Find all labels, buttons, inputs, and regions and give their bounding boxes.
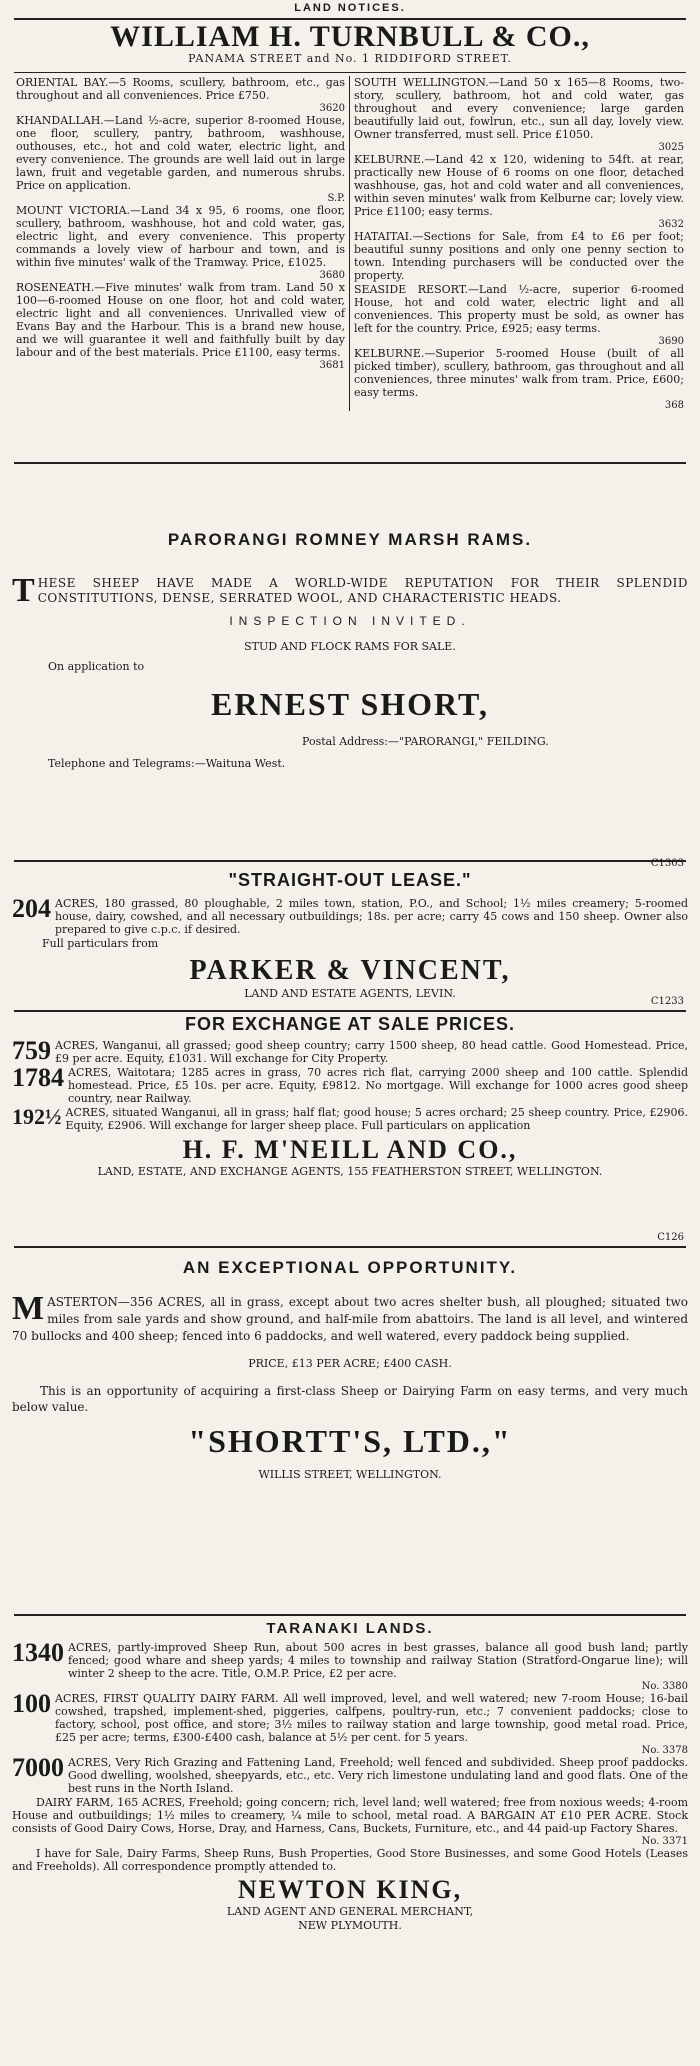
listing-left-2: MOUNT VICTORIA.—Land 34 x 95, 6 rooms, one floor, scullery, bathroom, washhouse, hot and cold water, gas, electric light, and every convenience. This property commands a lovely view of harbour and town, and is within five minutes' walk of the Tramway. Price, £1025. 3680: [16, 204, 345, 281]
listing-right-3: SEASIDE RESORT.—Land ½-acre, superior 6-roomed House, hot and cold water, electric light and all conveniences. This property must be sold, as owner has left for the country. Price, £925; easy terms. 3690: [354, 283, 684, 347]
lease-acres-number: 204: [12, 894, 51, 923]
lease-item: 204 ACRES, 180 grassed, 80 ploughable, 2 miles town, station, P.O., and School; 1½ miles creamery; 5-roomed house, dairy, cowshed, and all necessary outbuildings; 18s. per acre; carry 45 cows and 150 sheep. Owner also prepared to give c.p.c. if desired.: [12, 894, 688, 936]
exceptional-opportunity: This is an opportunity of acquiring a first-class Sheep or Dairying Farm on easy terms, and very much below value.: [12, 1384, 688, 1414]
listing-right-1: KELBURNE.—Land 42 x 120, widening to 54ft. at rear, practically new House of 6 rooms on one floor, detached washhouse, gas, hot and cold water and all conveniences, within seven minutes' walk from Kelburne car; lovely view. Price £1100; easy terms. 3632: [354, 153, 684, 230]
parorangi-inspection: INSPECTION INVITED.: [229, 614, 471, 628]
land-notices-heading: LAND NOTICES.: [294, 2, 406, 14]
turnbull-left-column: [12, 76, 350, 411]
turnbull-ad: [12, 22, 688, 65]
exchange-item-2: 192½ ACRES, situated Wanganui, all in grass; half flat; good house; 5 acres orchard; 25 sheep country. Price, £2906. Equity, £2906. Will exchange for larger sheep place. Full particulars on application: [12, 1104, 688, 1132]
exchange-rule: [14, 1246, 686, 1248]
lease-rule: [14, 1010, 686, 1012]
listing-left-3: ROSENEATH.—Five minutes' walk from tram. Land 50 x 100—6-roomed House on one floor, hot and cold water, electric light and all conveniences. Unrivalled view of Evans Bay and the Harbour. This is a brand new house, and we will guarantee it well and faithfully built by day labour and of the best materials. Price £1100, easy terms. 3681: [16, 281, 345, 371]
taranaki-dairy-ref: No. 3371: [641, 1836, 688, 1847]
taranaki-ad: [12, 1620, 688, 1933]
taranaki-item-0: 1340 ACRES, partly-improved Sheep Run, about 500 acres in best grasses, balance all good bush land; partly fenced; good whare and sheep yards; 4 miles to township and railway Station (Stratford-Ongarue line); will winter 2 sheep to the acre. Title, O.M.P. Price, £2 per acre. No. 3380: [12, 1638, 688, 1692]
parorangi-postal: Postal Address:—"PARORANGI," FEILDING.: [302, 735, 549, 748]
exceptional-drop-cap: M: [12, 1290, 45, 1327]
exchange-firm-name: H. F. M'NEILL AND CO.,: [182, 1135, 518, 1164]
exchange-title: FOR EXCHANGE AT SALE PRICES.: [184, 1014, 516, 1034]
exceptional-body: M ASTERTON—356 ACRES, all in grass, except about two acres shelter bush, all ploughed; situated two miles from sale yards and show ground, and half-mile from abattoirs. The land is all level, and wintered 70 bullocks and 400 sheep; fenced into 6 paddocks, and well watered, every paddock being supplied.: [12, 1290, 688, 1343]
turnbull-address: PANAMA STREET and No. 1 RIDDIFORD STREET.: [188, 52, 512, 65]
turnbull-bottom-rule: [14, 462, 686, 464]
exchange-item-0: 759 ACRES, Wanganui, all grassed; good sheep country; carry 1500 sheep, 80 head cattle. Good Homestead. Price, £9 per acre. Equity, £1031. Will exchange for City Property.: [12, 1036, 688, 1065]
exceptional-title: AN EXCEPTIONAL OPPORTUNITY.: [182, 1258, 518, 1277]
parorangi-telephone: Telephone and Telegrams:—Waituna West.: [48, 757, 286, 770]
taranaki-agent: LAND AGENT AND GENERAL MERCHANT,: [226, 1905, 474, 1918]
exceptional-price: PRICE, £13 PER ACRE; £400 CASH.: [248, 1357, 452, 1370]
exchange-ad: [12, 1014, 688, 1179]
listing-left-0: ORIENTAL BAY.—5 Rooms, scullery, bathroom, etc., gas throughout and all conveniences. Price £750. 3620: [16, 76, 345, 114]
listing-right-2: HATAITAI.—Sections for Sale, from £4 to £6 per foot; beautiful sunny positions and only one penny section to town. Intending purchasers will be conducted over the property.: [354, 230, 684, 282]
taranaki-closing: I have for Sale, Dairy Farms, Sheep Runs, Bush Properties, Good Store Businesses, and some Good Hotels (Leases and Freeholds). All correspondence promptly attended to.: [12, 1847, 688, 1873]
section-header: [12, 2, 688, 14]
taranaki-title: TARANAKI LANDS.: [266, 1620, 434, 1637]
parorangi-rule: [14, 860, 686, 862]
parorangi-stud: STUD AND FLOCK RAMS FOR SALE.: [244, 640, 456, 653]
exchange-item-1: 1784 ACRES, Waitotara; 1285 acres in grass, 70 acres rich flat, carrying 2000 sheep and 100 cattle. Splendid homestead. Price, £5 10s. per acre. Equity, £9812. No mortgage. Will exchange for 1000 acres good sheep country, near Railway.: [12, 1063, 688, 1105]
exceptional-firm-name: "SHORTT'S, LTD.,": [188, 1423, 512, 1459]
lease-ref: C1233: [650, 996, 684, 1007]
listing-right-4: KELBURNE.—Superior 5-roomed House (built of all picked timber), scullery, bathroom, gas throughout and all conveniences, three minutes' walk from tram. Price, £600; easy terms. 368: [354, 347, 684, 411]
taranaki-firm-name: NEWTON KING,: [237, 1875, 463, 1904]
turnbull-rule: [14, 72, 686, 73]
taranaki-item-1: 100 ACRES, FIRST QUALITY DAIRY FARM. All well improved, level, and well watered; new 7-room House; 16-bail cowshed, trapshed, implement-shed, piggeries, calfpens, poultry-run, etc.; 7 convenient paddocks; close to factory, school, post office, and store; 3½ miles to railway station and large township, good metal road. Price, £25 per acre; terms, £300-£400 cash, balance at 5½ per cent. for 5 years. No. 3378: [12, 1689, 688, 1756]
listing-right-0: SOUTH WELLINGTON.—Land 50 x 165—8 Rooms, two-story, scullery, bathroom, hot and cold water, gas throughout and every convenience; large garden beautifully laid out, fowlrun, etc., sun all day, lovely view. Owner transferred, must sell. Price £1050. 3025: [354, 76, 684, 153]
exceptional-ad: [12, 1258, 688, 1482]
exceptional-address: WILLIS STREET, WELLINGTON.: [258, 1468, 442, 1481]
exchange-ref: C126: [657, 1232, 684, 1243]
parorangi-application: On application to: [48, 660, 145, 673]
taranaki-place: NEW PLYMOUTH.: [298, 1919, 402, 1932]
parorangi-ad: [12, 530, 688, 771]
turnbull-firm-name: WILLIAM H. TURNBULL & CO.,: [110, 20, 590, 53]
turnbull-right-column: [350, 76, 688, 411]
parorangi-drop-cap: T: [12, 572, 35, 609]
parorangi-ref: C1303: [650, 858, 684, 869]
parorangi-title: PARORANGI ROMNEY MARSH RAMS.: [167, 530, 533, 549]
turnbull-listings: [12, 76, 688, 460]
taranaki-dairy-farm: DAIRY FARM, 165 ACRES, Freehold; going concern; rich, level land; well watered; free from noxious weeds; 4-room House and outbuildings; 1½ miles to creamery, ¼ mile to school, metal road. A BARGAIN AT £10 PER ACRE. Stock consists of Good Dairy Cows, Horse, Dray, and Harness, Cans, Buckets, Furniture, etc., and 44 paid-up Factory Shares.: [12, 1796, 688, 1835]
listing-left-1: KHANDALLAH.—Land ½-acre, superior 8-roomed House, one floor, scullery, pantry, bathroom, washhouse, outhouses, etc., hot and cold water, electric light, and every convenience. The grounds are well laid out in large lawn, fruit and vegetable garden, and numerous shrubs. Price on application. S.P.: [16, 114, 345, 204]
lease-firm-name: PARKER & VINCENT,: [189, 955, 511, 986]
lease-title: "STRAIGHT-OUT LEASE.": [228, 870, 472, 890]
exchange-agents: LAND, ESTATE, AND EXCHANGE AGENTS, 155 FEATHERSTON STREET, WELLINGTON.: [97, 1165, 603, 1178]
parorangi-body: T HESE SHEEP HAVE MADE A WORLD-WIDE REPUTATION FOR THEIR SPLENDID CONSTITUTIONS, DENSE, SERRATED WOOL, AND CHARACTERISTIC HEADS.: [12, 572, 688, 609]
lease-agents: LAND AND ESTATE AGENTS, LEVIN.: [244, 987, 456, 1000]
parorangi-firm-name: ERNEST SHORT,: [211, 686, 489, 722]
exceptional-rule: [14, 1614, 686, 1616]
lease-particulars: Full particulars from: [42, 937, 159, 950]
lease-ad: [12, 870, 688, 1001]
taranaki-item-2: 7000 ACRES, Very Rich Grazing and Fattening Land, Freehold; well fenced and subdivided. Sheep proof paddocks. Good dwelling, woolshed, sheepyards, etc., etc. Very rich limestone undulating land and good flats. One of the best runs in the North Island.: [12, 1753, 688, 1795]
